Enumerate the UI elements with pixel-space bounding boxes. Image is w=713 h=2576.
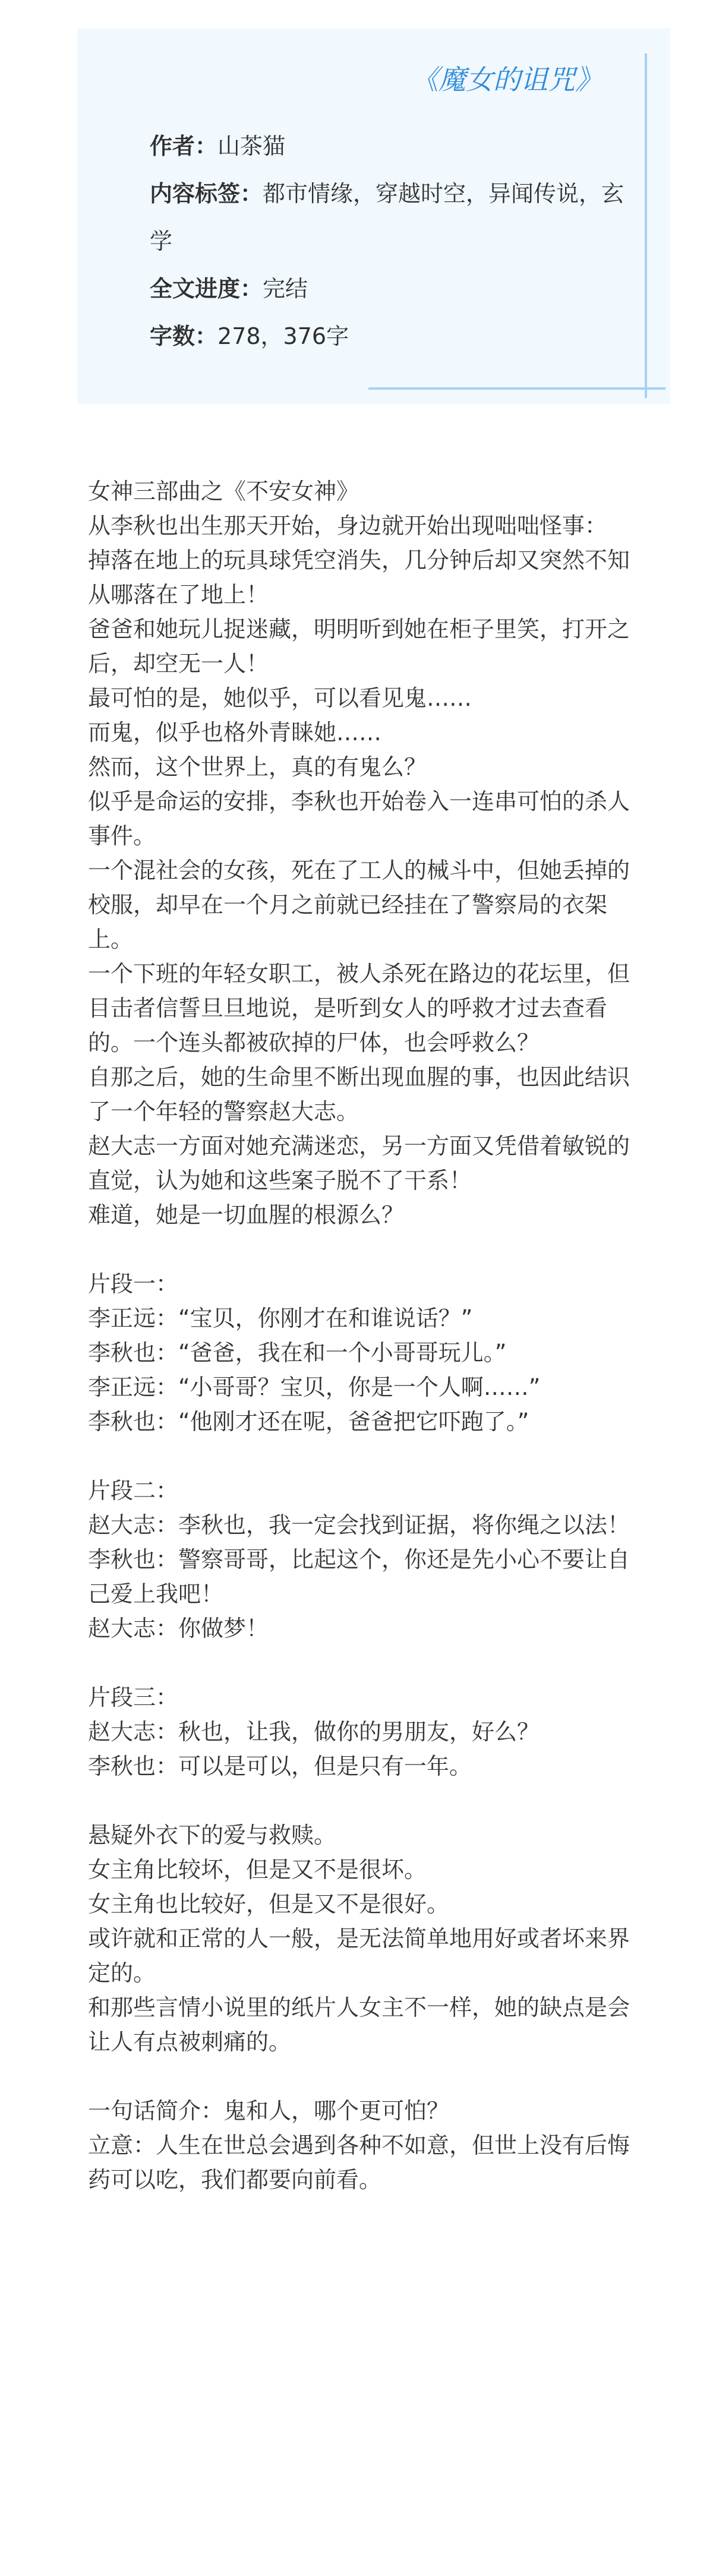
progress-row <box>150 265 643 312</box>
dialogue-line: 李秋也：“他刚才还在呢，爸爸把它吓跑了。” <box>88 1409 529 1435</box>
dialogue-line: 李秋也：警察哥哥，比起这个，你还是先小心不要让自己爱上我吧！ <box>88 1546 630 1607</box>
paragraph: 掉落在地上的玩具球凭空消失，几分钟后却又突然不知从哪落在了地上！ <box>88 547 630 608</box>
author-label: 作者： <box>150 133 218 159</box>
one-line-summary: 一句话简介：鬼和人，哪个更可怕？ <box>88 2098 450 2124</box>
paragraph: 一个混社会的女孩，死在了工人的械斗中，但她丢掉的校服，却早在一个月之前就已经挂在了警察局的衣架上。 <box>88 857 630 952</box>
fragment-three-section <box>88 1680 635 1783</box>
book-info-list <box>150 122 643 360</box>
paragraph: 女主角比较坏，但是又不是很坏。 <box>88 1857 427 1883</box>
dialogue-line: 李正远：“小哥哥？宝贝，你是一个人啊……” <box>88 1374 541 1400</box>
words-label: 字数： <box>150 323 218 349</box>
card-accent-vertical-line <box>645 53 647 398</box>
section-gap <box>88 1232 635 1267</box>
paragraph: 赵大志一方面对她充满迷恋，另一方面又凭借着敏锐的直觉，认为她和这些案子脱不了干系！ <box>88 1133 630 1194</box>
dialogue-line: 赵大志：秋也，让我，做你的男朋友，好么？ <box>88 1719 540 1745</box>
intro-section <box>88 474 635 1232</box>
section-gap <box>88 1783 635 1818</box>
fragment-heading: 片段二： <box>88 1478 179 1504</box>
dialogue-line: 赵大志：你做梦！ <box>88 1615 269 1641</box>
tags-value: 都市情缘，穿越时空，异闻传说，玄学 <box>150 181 624 254</box>
progress-value: 完结 <box>263 276 308 302</box>
paragraph: 和那些言情小说里的纸片人女主不一样，她的缺点是会让人有点被刺痛的。 <box>88 1994 630 2055</box>
paragraph: 悬疑外衣下的爱与救赎。 <box>88 1822 337 1848</box>
progress-label: 全文进度： <box>150 276 263 302</box>
fragment-heading: 片段三： <box>88 1684 179 1710</box>
paragraph: 自那之后，她的生命里不断出现血腥的事，也因此结识了一个年轻的警察赵大志。 <box>88 1064 630 1125</box>
synopsis-body <box>88 474 635 2197</box>
section-gap <box>88 1646 635 1680</box>
dialogue-line: 赵大志：李秋也，我一定会找到证据，将你绳之以法！ <box>88 1512 630 1538</box>
section-gap <box>88 2059 635 2094</box>
paragraph: 难道，她是一切血腥的根源么？ <box>88 1202 405 1228</box>
tags-label: 内容标签： <box>150 181 263 207</box>
dialogue-line: 李秋也：可以是可以，但是只有一年。 <box>88 1753 472 1779</box>
fragment-two-section <box>88 1473 635 1646</box>
tags-row <box>150 170 643 265</box>
summary-section <box>88 2094 635 2197</box>
paragraph: 女神三部曲之《不安女神》 <box>88 478 359 504</box>
paragraph: 然而，这个世界上，真的有鬼么？ <box>88 754 427 780</box>
paragraph: 最可怕的是，她似乎，可以看见鬼…… <box>88 685 472 711</box>
paragraph: 似乎是命运的安排，李秋也开始卷入一连串可怕的杀人事件。 <box>88 788 630 849</box>
author-value: 山茶猫 <box>217 133 286 159</box>
theme-statement: 立意：人生在世总会遇到各种不如意，但世上没有后悔药可以吃，我们都要向前看。 <box>88 2132 630 2193</box>
paragraph: 一个下班的年轻女职工，被人杀死在路边的花坛里，但目击者信誓旦旦地说，是听到女人的呼救才过去查看的。一个连头都被砍掉的尸体，也会呼救么？ <box>88 961 630 1056</box>
notes-section <box>88 1818 635 2059</box>
section-gap <box>88 1439 635 1473</box>
author-row <box>150 122 643 170</box>
paragraph: 从李秋也出生那天开始，身边就开始出现咄咄怪事： <box>88 513 608 539</box>
paragraph: 爸爸和她玩儿捉迷藏，明明听到她在柜子里笑，打开之后，却空无一人！ <box>88 616 630 677</box>
dialogue-line: 李正远：“宝贝，你刚才在和谁说话？” <box>88 1305 473 1331</box>
paragraph: 而鬼，似乎也格外青睐她…… <box>88 719 382 746</box>
fragment-heading: 片段一： <box>88 1271 179 1297</box>
words-value: 278，376字 <box>217 323 349 349</box>
fragment-one-section <box>88 1267 635 1439</box>
words-row <box>150 312 643 360</box>
paragraph: 或许就和正常的人一般，是无法简单地用好或者坏来界定的。 <box>88 1925 630 1986</box>
dialogue-line: 李秋也：“爸爸，我在和一个小哥哥玩儿。” <box>88 1340 507 1366</box>
card-accent-horizontal-line <box>368 387 665 390</box>
book-title: 《魔女的诅咒》 <box>411 64 602 96</box>
paragraph: 女主角也比较好，但是又不是很好。 <box>88 1891 450 1917</box>
